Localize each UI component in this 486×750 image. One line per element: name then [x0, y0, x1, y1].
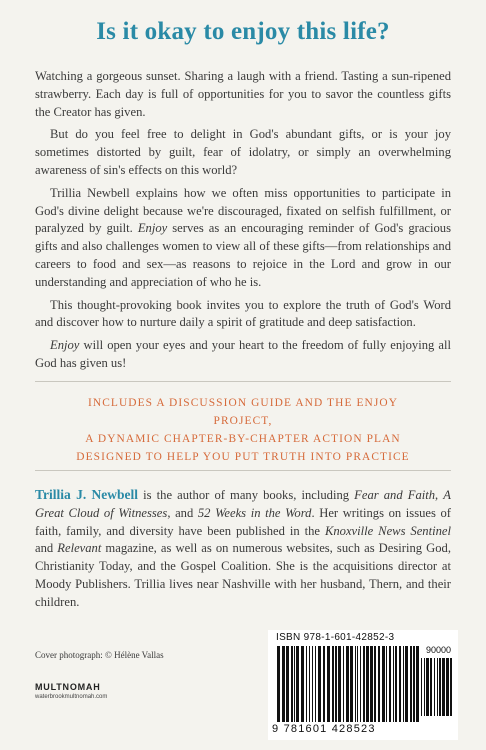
barcode-bar: [421, 658, 422, 716]
barcode-bar: [363, 646, 365, 722]
barcode-bar: [286, 646, 289, 722]
barcode-bar: [446, 658, 449, 716]
barcode-bar: [301, 646, 304, 722]
barcode-bar: [338, 646, 341, 722]
author-bio: [35, 486, 451, 612]
barcode-bar: [434, 658, 435, 716]
barcode-bar: [386, 646, 387, 722]
barcode-bar: [294, 646, 295, 722]
isbn-label: ISBN 978-1-601-42852-3: [276, 632, 395, 643]
barcode-bar: [416, 646, 419, 722]
barcode-bar: [327, 646, 330, 722]
barcode-bar: [323, 646, 325, 722]
barcode-bar: [291, 646, 293, 722]
description-paragraph-2: But do you feel free to delight in God's abundant gifts, or is your joy sometimes distorted by guilt, fear of idolatry, or simply an overwhelming awareness of sin's effects on this world?: [35, 127, 451, 177]
paragraph-5-text: will open your eyes and your heart to the freedom of fully enjoying all God has given us!: [35, 338, 451, 370]
cover-credit: Cover photograph: © Hélène Vallas: [35, 650, 164, 660]
book-title: Fear and Faith: [354, 488, 436, 502]
barcode-icon: [276, 646, 422, 722]
publisher-url: waterbrookmultnomah.com: [35, 694, 108, 700]
barcode-bar: [309, 646, 310, 722]
callout-line-2: A DYNAMIC CHAPTER-BY-CHAPTER ACTION PLAN: [85, 433, 401, 445]
barcode-bar: [350, 646, 353, 722]
barcode-bar: [374, 646, 376, 722]
barcode-bar: [296, 646, 299, 722]
barcode-bar: [430, 658, 432, 716]
book-title-enjoy: Enjoy: [137, 221, 168, 236]
barcode-bar: [442, 658, 445, 716]
barcode-bar: [395, 646, 397, 722]
top-divider: [35, 381, 451, 382]
bio-text: and: [35, 541, 58, 556]
barcode-bar: [332, 646, 334, 722]
barcode-bar: [413, 646, 415, 722]
barcode-bar: [282, 646, 285, 722]
book-title: 52 Weeks in the Word: [197, 505, 312, 520]
bio-text: ,: [435, 488, 444, 502]
barcode-bar: [357, 646, 358, 722]
barcode-bar: [403, 646, 404, 722]
book-title: A Great Cloud of Witnesses: [35, 488, 451, 520]
barcode-bar: [405, 646, 408, 722]
ean-digits: 9 781601 428523: [272, 723, 376, 735]
barcode-bar: [318, 646, 321, 722]
barcode-bar: [355, 646, 356, 722]
description-paragraph-1: Watching a gorgeous sunset. Sharing a laugh with a friend. Tasting a sun-ripened strawberry. Each day is full of opportunities for you to savor the countless gifts the Creator has given.: [35, 69, 451, 119]
price-barcode-icon: [420, 658, 454, 716]
barcode-bar: [399, 646, 401, 722]
headline: Is it okay to enjoy this life?: [96, 18, 390, 45]
barcode-bar: [378, 646, 380, 722]
barcode-bar: [315, 646, 316, 722]
paragraph-3-text-a: Trillia Newbell explains how we often miss opportunities to participate in God's divine delight because we're discouraged, fixated on selfish fulfillment, or paralyzed by guilt.: [35, 185, 451, 236]
book-title-enjoy: Enjoy: [50, 338, 80, 353]
description: [35, 68, 451, 378]
description-paragraph-4: This thought-provoking book invites you to explore the truth of God's Word and discover how to nurture daily a spirit of gratitude and deep satisfaction.: [35, 297, 451, 330]
barcode-bar: [450, 658, 452, 716]
barcode-bar: [306, 646, 307, 722]
barcode-bar: [393, 646, 394, 722]
callout-line-3: DESIGNED TO HELP YOU PUT TRUTH INTO PRACTICE: [76, 451, 410, 463]
barcode-bar: [437, 658, 438, 716]
bio-text: is the author of many books, including: [138, 488, 355, 502]
barcode-bar: [410, 646, 412, 722]
bio-text: magazine, as well as on numerous websites, such as Desiring God, Christianity Today, and the Gospel Coalition. She is the acquisitions director at Moody Publishers. Trillia lives near Nashville with her husband, Thern, and their children.: [35, 541, 451, 609]
publication-title: Knoxville News Sentinel: [324, 523, 451, 538]
barcode-bar: [370, 646, 373, 722]
barcode-bar: [312, 646, 313, 722]
paragraph-3-text-b: serves as an encouraging reminder of God's gracious gifts and also challenges women to view all of these gifts—from relationships and careers to food and sex—as reasons to rejoice in the Lord and grow in our understanding and appreciation of who he is.: [35, 221, 451, 289]
publisher-logo: MULTNOMAH: [35, 682, 101, 692]
barcode-bar: [343, 646, 344, 722]
barcode-bar: [346, 646, 349, 722]
bottom-divider: [35, 470, 451, 471]
callout-box: [60, 394, 426, 466]
description-paragraph-3: [35, 185, 451, 292]
author-name: Trillia J. Newbell: [35, 487, 139, 502]
publication-title: Relevant: [57, 541, 102, 556]
callout-line-1: INCLUDES A DISCUSSION GUIDE AND THE ENJOY PROJECT,: [87, 397, 399, 427]
bio-text: , and: [167, 505, 198, 520]
description-paragraph-5: [35, 337, 451, 373]
barcode-bar: [382, 646, 385, 722]
barcode-bar: [439, 658, 441, 716]
barcode-bar: [277, 646, 280, 722]
barcode-bar: [389, 646, 391, 722]
barcode-bar: [424, 658, 425, 716]
barcode-bar: [335, 646, 337, 722]
price-code: 90000: [426, 645, 452, 655]
barcode-bar: [426, 658, 429, 716]
barcode-bar: [360, 646, 361, 722]
barcode-bar: [366, 646, 369, 722]
bio-text: . Her writings on issues of faith, family, and diversity have been published in the: [35, 505, 452, 538]
barcode-panel: [268, 630, 458, 740]
